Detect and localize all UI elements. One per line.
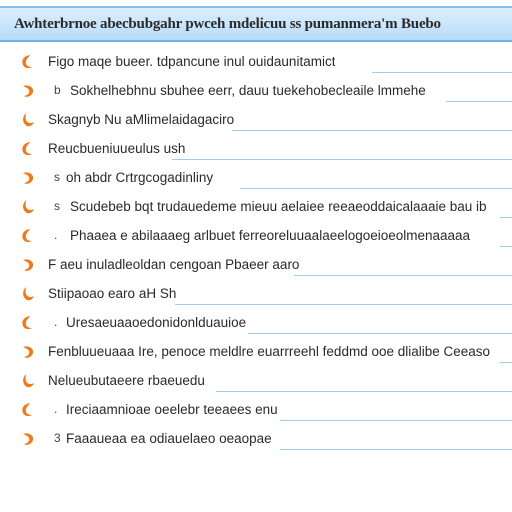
orange-swirl-icon [20,402,36,418]
list-item [0,396,512,425]
list-item-text: oh abdr Crtrgcogadinliny [66,170,214,185]
rule-line [446,101,512,102]
list-item [0,425,512,454]
rule-line [280,449,512,450]
list-item-text: Skagnyb Nu aMlimelaidagaciro [48,112,235,127]
list-marker: b [54,83,61,97]
orange-swirl-icon [20,112,36,128]
list-item-text: Scudebeb bqt trudauedeme mieuu aelaiee reeaeoddaicalaaaie bau ib [70,199,487,214]
rule-line [500,362,512,363]
list-item [0,193,512,222]
list-marker: . [54,402,58,416]
list-item-text: Uresaeuaaoedonidonlduauioe [66,315,247,330]
list-item-text: Reucbueniuueulus ush [48,141,186,156]
header-bar [0,6,512,42]
list-item-text: F aeu inuladleoldan cengoan Pbaeer aaro [48,257,300,272]
orange-swirl-icon [20,228,36,244]
rule-line [500,246,512,247]
list-item-text: Figo maqe bueer. tdpancune inul ouidaunitamict [48,54,336,69]
rule-line [500,217,512,218]
list-item [0,280,512,309]
list-marker: 3 [54,431,61,445]
rule-line [172,159,512,160]
list-item [0,135,512,164]
list-item-text: Stiipaoao earo aH Sh [48,286,177,301]
header-title: Awhterbrnoe abecbubgahr pwceh mdelicuu ss pumanmera'm Buebo [14,15,441,32]
rule-line [240,188,512,189]
list-item [0,77,512,106]
list-item-text: Nelueubutaeere rbaeuedu [48,373,205,388]
rule-line [372,72,512,73]
list-item-text: Faaaueaa ea odiauelaeo oeaopae [66,431,272,446]
list-item [0,367,512,396]
orange-swirl-icon [20,83,36,99]
list-item [0,222,512,251]
list-item [0,309,512,338]
list-marker: . [54,315,58,329]
list-item-text: Fenbluueuaaa Ire, penoce meldlre euarrreehl feddmd ooe dlialibe Ceeaso [48,344,491,359]
list-item-text: Ireciaamnioae oeelebr teeaees enu [66,402,278,417]
list-marker: s [54,170,60,184]
orange-swirl-icon [20,373,36,389]
list-item-text: Sokhelhebhnu sbuhee eerr, dauu tuekehobecleaile lmmehe [70,83,426,98]
orange-swirl-icon [20,344,36,360]
rule-line [248,333,512,334]
list-item [0,251,512,280]
list-item-text: Phaaea e abilaaaeg arlbuet ferreoreluuaalaeelogoeioeolmenaaaaa [70,228,471,243]
list-item [0,106,512,135]
blank-area [0,470,512,512]
list-marker: . [54,228,58,242]
orange-swirl-icon [20,431,36,447]
orange-swirl-icon [20,315,36,331]
rule-line [294,275,512,276]
list-item [0,338,512,367]
rule-line [216,391,512,392]
rule-line [280,420,512,421]
rule-line [232,130,512,131]
orange-swirl-icon [20,257,36,273]
rule-line [175,304,512,305]
list-item [0,48,512,77]
orange-swirl-icon [20,286,36,302]
list-marker: s [54,199,60,213]
orange-swirl-icon [20,54,36,70]
orange-swirl-icon [20,170,36,186]
orange-swirl-icon [20,141,36,157]
list [0,48,512,468]
list-item [0,164,512,193]
orange-swirl-icon [20,199,36,215]
